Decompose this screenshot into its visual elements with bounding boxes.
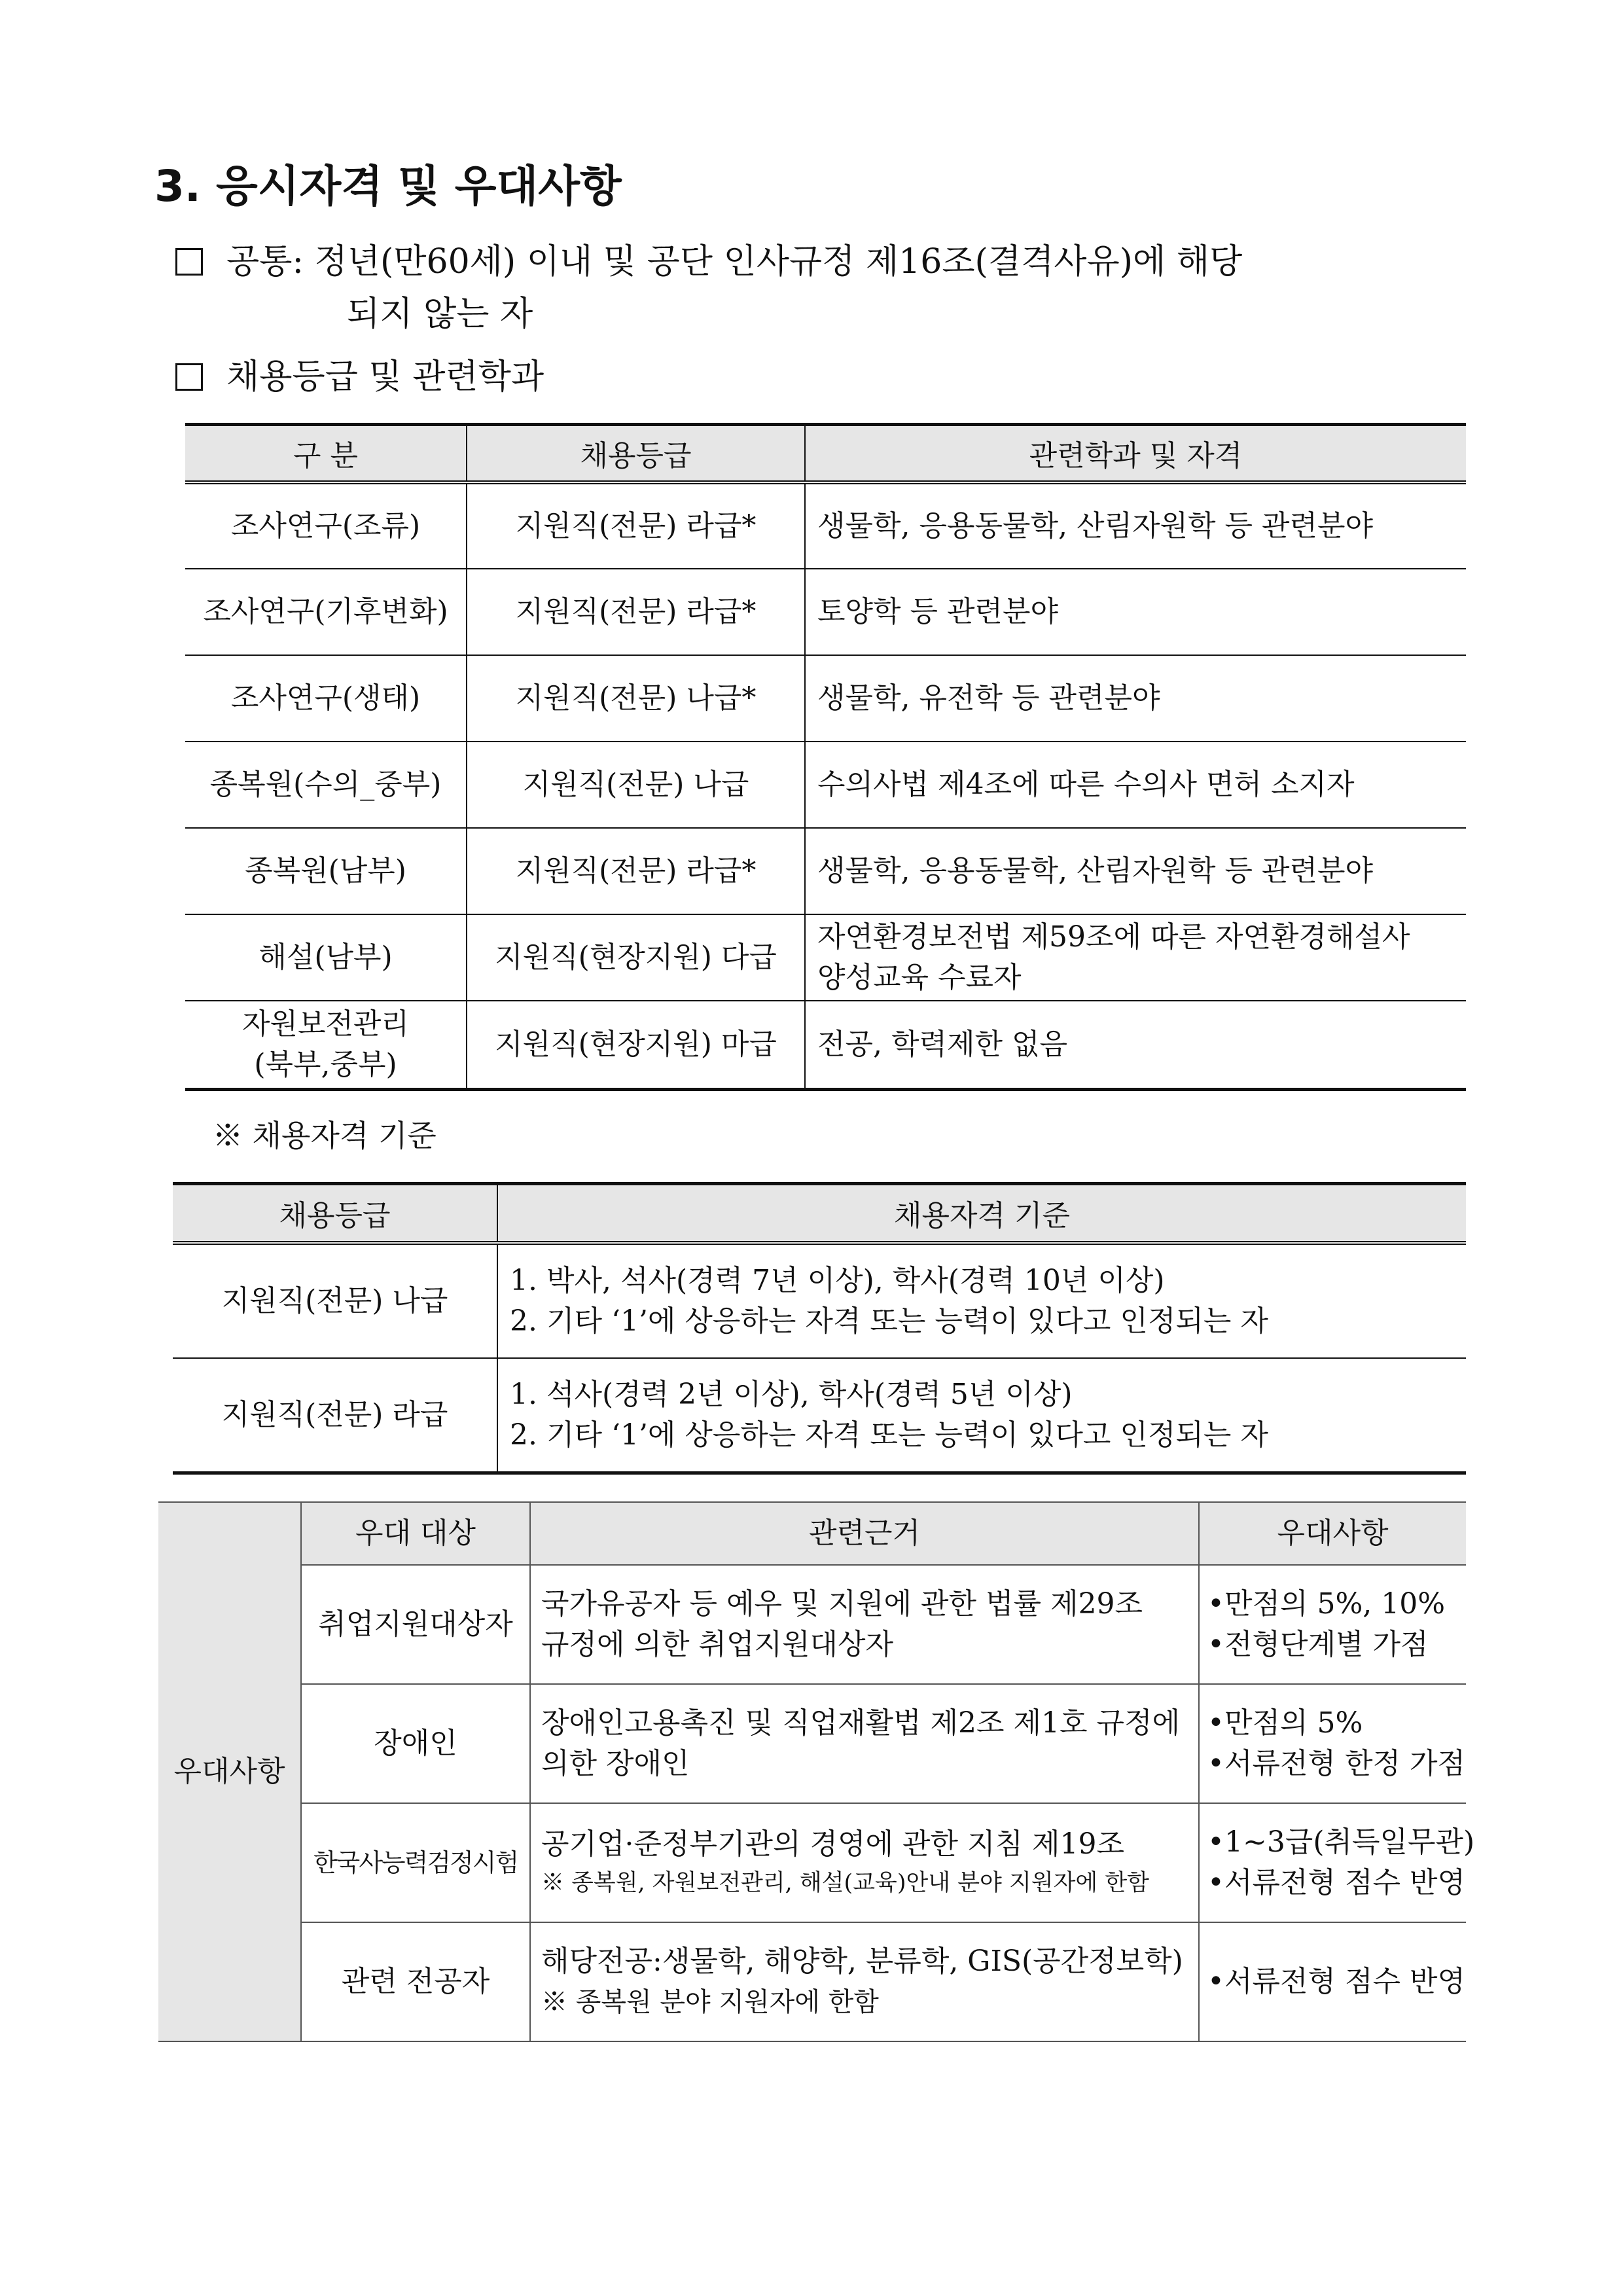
row-benefit [1199,1565,1466,1684]
row-qualification [805,1001,1466,1090]
table-header-row [158,1502,1466,1565]
header-grade: 채용등급 [467,425,805,482]
header-benefit: 우대사항 [1199,1502,1466,1565]
header-target: 우대 대상 [301,1502,530,1565]
checkbox-square-icon [175,363,203,391]
basis-note: ※ 종복원 분야 지원자에 한함 [541,1987,879,2017]
table-row [185,828,1466,914]
row-basis [530,1922,1199,2041]
row-category: 조사연구(기후변화) [185,569,467,655]
table-row [185,914,1466,1001]
row-benefit [1199,1922,1466,2041]
table-header-row [185,425,1466,482]
row-basis [530,1803,1199,1922]
criteria-line: 2. 기타 ‘1’에 상응하는 자격 또는 능력이 있다고 인정되는 자 [510,1304,1268,1338]
basis-line: 해당전공:생물학, 해양학, 분류학, GIS(공간정보학) [541,1945,1183,1978]
benefit-line: •만점의 5% [1207,1706,1363,1740]
row-basis [530,1684,1199,1803]
row-category: 자원보전관리 (북부,중부) [185,1001,467,1090]
common-requirement-line [175,236,1242,288]
basis-line: 국가유공자 등 예우 및 지원에 관한 법률 제29조 [541,1587,1143,1621]
header-qualification: 관련학과 및 자격 [805,425,1466,482]
row-qualification [805,569,1466,655]
row-category: 조사연구(조류) [185,482,467,569]
table-header-row [173,1184,1466,1243]
qualification-line: 전공, 학력제한 없음 [817,1027,1067,1061]
row-category: 종복원(수의_중부) [185,742,467,828]
table-row [185,655,1466,742]
qualification-line: 생물학, 응용동물학, 산림자원학 등 관련분야 [817,853,1373,888]
benefit-line: •서류전형 점수 반영 [1207,1866,1465,1899]
row-category: 종복원(남부) [185,828,467,914]
qualification-line: 생물학, 유전학 등 관련분야 [817,681,1160,715]
basis-note: ※ 종복원, 자원보전관리, 해설(교육)안내 분야 지원자에 한함 [541,1870,1149,1896]
checkbox-square-icon [175,248,203,276]
row-target: 한국사능력검정시험 [301,1803,530,1922]
basis-line: 의한 장애인 [541,1747,690,1780]
preference-table [158,1501,1475,2042]
qualification-line: 수의사법 제4조에 따른 수의사 면허 소지자 [817,767,1355,801]
criteria-line: 2. 기타 ‘1’에 상응하는 자격 또는 능력이 있다고 인정되는 자 [510,1418,1268,1452]
header-grade: 채용등급 [173,1184,497,1243]
row-grade: 지원직(전문) 나급* [467,655,805,742]
header-category: 구 분 [185,425,467,482]
row-basis [530,1565,1199,1684]
benefit-line: •서류전형 한정 가점 [1207,1747,1465,1780]
row-grade: 지원직(전문) 라급* [467,569,805,655]
table-row [185,742,1466,828]
grade-section-line [175,351,544,403]
row-qualification [805,482,1466,569]
qualification-line: 생물학, 응용동물학, 산림자원학 등 관련분야 [817,509,1373,543]
table-row [158,1803,1466,1922]
row-grade: 지원직(전문) 나급 [173,1243,497,1358]
common-requirement-continuation: 되지 않는 자 [347,295,533,334]
benefit-line: •전형단계별 가점 [1207,1628,1429,1661]
table-row [158,1922,1466,2041]
benefit-line: •1~3급(취득일무관) [1207,1825,1475,1859]
criteria-line: 1. 석사(경력 2년 이상), 학사(경력 5년 이상) [510,1377,1073,1411]
table-row [173,1243,1466,1358]
basis-line: 규정에 의한 취업지원대상자 [541,1628,894,1661]
criteria-note: ※ 채용자격 기준 [213,1118,437,1153]
header-basis: 관련근거 [530,1502,1199,1565]
basis-line: 공기업·준정부기관의 경영에 관한 지침 제19조 [541,1827,1124,1861]
benefit-line: •서류전형 점수 반영 [1207,1965,1465,1998]
criteria-line: 1. 박사, 석사(경력 7년 이상), 학사(경력 10년 이상) [510,1263,1165,1297]
row-category: 해설(남부) [185,914,467,1001]
row-grade: 지원직(전문) 라급* [467,828,805,914]
section-title: 3. 응시자격 및 우대사항 [154,161,622,211]
side-label: 우대사항 [158,1502,301,2041]
header-criteria: 채용자격 기준 [497,1184,1466,1243]
row-qualification [805,655,1466,742]
row-criteria [497,1358,1466,1473]
row-qualification [805,914,1466,1001]
qualification-line: 자연환경보전법 제59조에 따른 자연환경해설사 [817,920,1410,954]
table-row [158,1565,1466,1684]
grade-section-label: 채용등급 및 관련학과 [226,357,544,397]
benefit-line: •만점의 5%, 10% [1207,1587,1446,1621]
table-row [185,482,1466,569]
grade-department-table [185,423,1466,1091]
row-grade: 지원직(현장지원) 마급 [467,1001,805,1090]
table-row [185,1001,1466,1090]
qualification-criteria-table [173,1182,1466,1475]
row-qualification [805,742,1466,828]
basis-line: 장애인고용촉진 및 직업재활법 제2조 제1호 규정에 [541,1706,1180,1740]
row-grade: 지원직(전문) 나급 [467,742,805,828]
row-benefit [1199,1684,1466,1803]
row-grade: 지원직(현장지원) 다급 [467,914,805,1001]
row-benefit [1199,1803,1475,1922]
row-qualification [805,828,1466,914]
row-target: 관련 전공자 [301,1922,530,2041]
qualification-line: 토양학 등 관련분야 [817,594,1059,628]
table-row [158,1684,1466,1803]
table-row [185,569,1466,655]
row-category: 조사연구(생태) [185,655,467,742]
row-grade: 지원직(전문) 라급 [173,1358,497,1473]
row-criteria [497,1243,1466,1358]
qualification-line: 양성교육 수료자 [817,960,1022,994]
row-target: 취업지원대상자 [301,1565,530,1684]
table-row [173,1358,1466,1473]
row-target: 장애인 [301,1684,530,1803]
row-grade: 지원직(전문) 라급* [467,482,805,569]
common-requirement-text: 공통: 정년(만60세) 이내 및 공단 인사규정 제16조(결격사유)에 해당 [226,242,1243,281]
